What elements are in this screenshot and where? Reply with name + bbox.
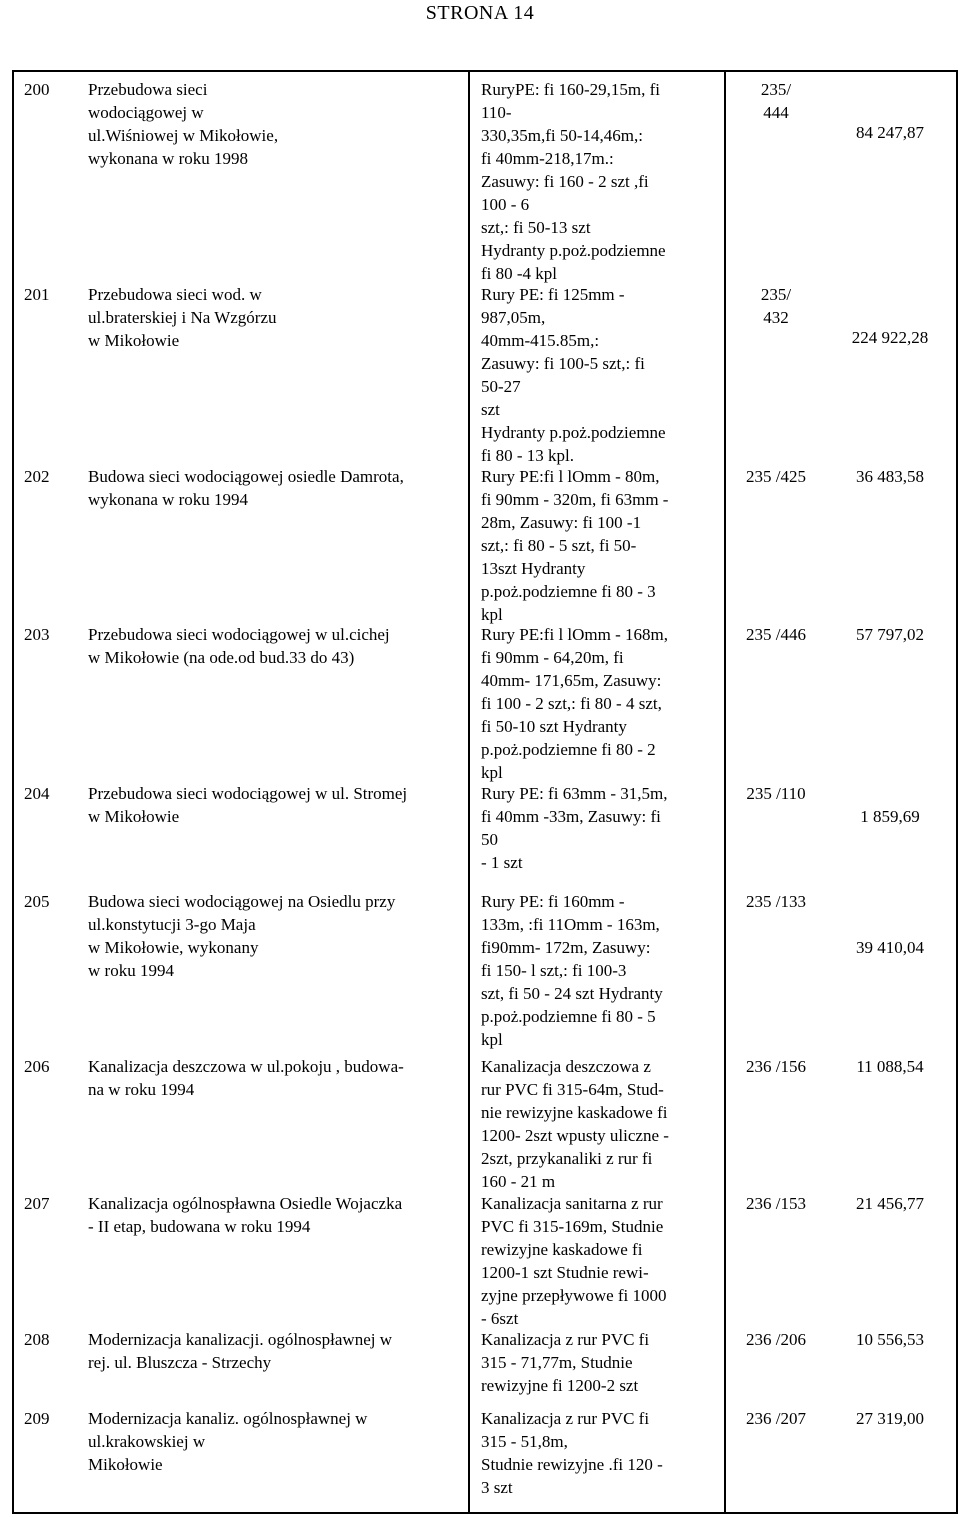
row-specification: Rury PE: fi 160mm - 133m, :fi 11Omm - 163m, fi90mm- 172m, Zasuwy: fi 150- l szt,: fi 100-3 szt, fi 50 - 24 szt Hydranty p.poż.podziemne fi 80 - 5 kpl — [481, 892, 663, 1049]
row-description: Budowa sieci wodociągowej na Osiedlu przy ul.konstytucji 3-go Maja w Mikołowie, wykonany w roku 1994 — [88, 892, 396, 980]
row-reference: 236 /153 — [746, 1194, 806, 1213]
table-border-top — [12, 70, 958, 72]
row-reference: 235/ 432 — [760, 285, 792, 327]
table-divider-spec-ref — [724, 70, 726, 1514]
row-number: 200 — [24, 80, 50, 99]
row-specification: Kanalizacja z rur PVC fi 315 - 71,77m, Studnie rewizyjne fi 1200-2 szt — [481, 1330, 650, 1395]
row-description: Przebudowa sieci wodociągowej w ul.cichej w Mikołowie (na ode.od bud.33 do 43) — [88, 625, 390, 667]
row-description: Budowa sieci wodociągowej osiedle Damrota, wykonana w roku 1994 — [88, 467, 404, 509]
row-number: 209 — [24, 1409, 50, 1428]
row-number: 205 — [24, 892, 50, 911]
row-number: 201 — [24, 285, 50, 304]
row-number: 208 — [24, 1330, 50, 1349]
row-description: Modernizacja kanaliz. ogólnospławnej w ul.krakowskiej w Mikołowie — [88, 1409, 368, 1474]
row-description: Kanalizacja ogólnospławna Osiedle Wojaczka - II etap, budowana w roku 1994 — [88, 1194, 403, 1236]
row-number: 202 — [24, 467, 50, 486]
row-number: 206 — [24, 1057, 50, 1076]
row-reference: 236 /207 — [746, 1409, 806, 1428]
row-specification: Rury PE: fi 125mm - 987,05m, 40mm-415.85m,: Zasuwy: fi 100-5 szt,: fi 50-27 szt Hydranty p.poż.podziemne fi 80 - 13 kpl. — [481, 285, 666, 465]
row-description: Modernizacja kanalizacji. ogólnospławnej w rej. ul. Bluszcza - Strzechy — [88, 1330, 392, 1372]
table-divider-desc-spec — [468, 70, 470, 1514]
row-reference: 235 /425 — [746, 467, 806, 486]
row-specification: RuryPE: fi 160-29,15m, fi 110- 330,35m,fi 50-14,46m,: fi 40mm-218,17m.: Zasuwy: fi 160 - 2 szt ,fi 100 - 6 szt,: fi 50-13 szt Hydranty p.poż.podziemne fi 80 -4 kpl — [481, 80, 666, 283]
row-specification: Kanalizacja deszczowa z rur PVC fi 315-64m, Stud- nie rewizyjne kaskadowe fi 1200- 2szt wpusty uliczne - 2szt, przykanaliki z rur fi 160 - 21 m — [481, 1057, 669, 1191]
row-value: 10 556,53 — [856, 1330, 924, 1349]
page-header: STRONA 14 — [425, 2, 535, 24]
row-value: 27 319,00 — [856, 1409, 924, 1428]
row-value: 39 410,04 — [856, 938, 924, 957]
row-description: Przebudowa sieci wodociągowej w ul. Stromej w Mikołowie — [88, 784, 408, 826]
assets-table — [12, 70, 958, 1514]
row-value: 1 859,69 — [860, 807, 920, 826]
row-number: 203 — [24, 625, 50, 644]
table-border-right — [956, 70, 958, 1514]
row-number: 207 — [24, 1194, 50, 1213]
row-specification: Rury PE:fi l lOmm - 168m, fi 90mm - 64,20m, fi 40mm- 171,65m, Zasuwy: fi 100 - 2 szt,: fi 80 - 4 szt, fi 50-10 szt Hydranty p.poż.podziemne fi 80 - 2 kpl — [481, 625, 668, 782]
row-description: Kanalizacja deszczowa w ul.pokoju , budowa- na w roku 1994 — [88, 1057, 404, 1099]
row-value: 224 922,28 — [851, 328, 929, 347]
row-number: 204 — [24, 784, 50, 803]
row-specification: Kanalizacja z rur PVC fi 315 - 51,8m, Studnie rewizyjne .fi 120 - 3 szt — [481, 1409, 663, 1497]
row-specification: Kanalizacja sanitarna z rur PVC fi 315-169m, Studnie rewizyjne kaskadowe fi 1200-1 szt Studnie rewi- zyjne przepływowe fi 1000 - 6szt — [481, 1194, 667, 1328]
row-reference: 235 /446 — [746, 625, 806, 644]
row-specification: Rury PE: fi 63mm - 31,5m, fi 40mm -33m, Zasuwy: fi 50 - 1 szt — [481, 784, 668, 872]
row-specification: Rury PE:fi l lOmm - 80m, fi 90mm - 320m, fi 63mm - 28m, Zasuwy: fi 100 -1 szt,: fi 80 - 5 szt, fi 50- 13szt Hydranty p.poż.podziemne fi 80 - 3 kpl — [481, 467, 669, 624]
row-reference: 235 /110 — [746, 784, 806, 803]
row-value: 21 456,77 — [856, 1194, 924, 1213]
row-reference: 235/ 444 — [760, 80, 792, 122]
row-value: 36 483,58 — [856, 467, 924, 486]
row-reference: 236 /156 — [746, 1057, 806, 1076]
row-reference: 235 /133 — [746, 892, 806, 911]
row-value: 11 088,54 — [856, 1057, 924, 1076]
table-border-bottom — [12, 1512, 958, 1514]
row-description: Przebudowa sieci wodociągowej w ul.Wiśniowej w Mikołowie, wykonana w roku 1998 — [88, 80, 279, 168]
row-value: 57 797,02 — [856, 625, 924, 644]
row-description: Przebudowa sieci wod. w ul.braterskiej i Na Wzgórzu w Mikołowie — [88, 285, 277, 350]
row-reference: 236 /206 — [746, 1330, 806, 1349]
table-border-left — [12, 70, 14, 1514]
row-value: 84 247,87 — [856, 123, 924, 142]
